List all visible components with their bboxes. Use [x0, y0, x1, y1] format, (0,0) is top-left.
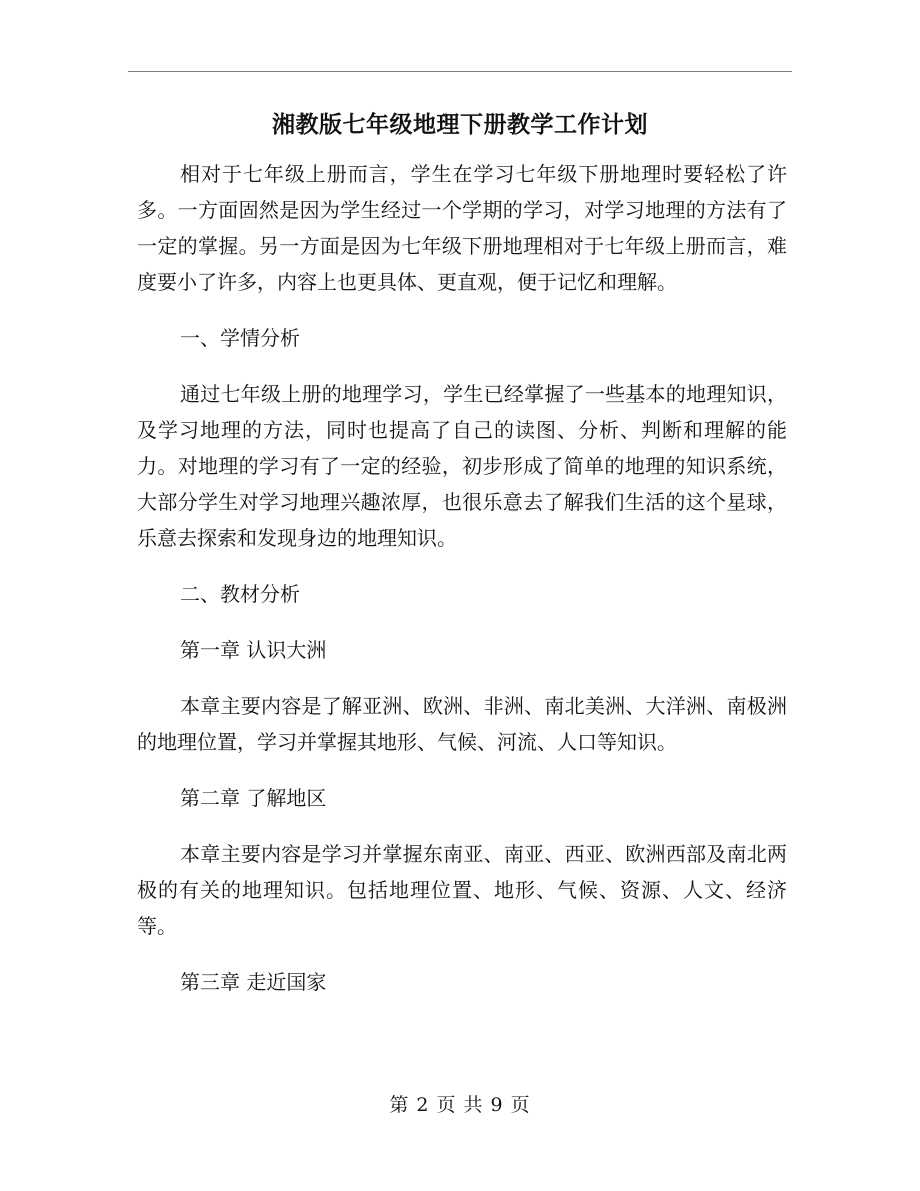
header-rule: [128, 71, 792, 72]
section-heading-learning-analysis: 一、学情分析: [180, 326, 300, 350]
document-body: [137, 156, 787, 1020]
paragraph-learning-analysis: 通过七年级上册的地理学习，学生已经掌握了一些基本的地理知识，及学习地理的方法，同时也提高了自己的读图、分析、判断和理解的能力。对地理的学习有了一定的经验，初步形成了简单的地理的知识系统，大部分学生对学习地理兴趣浓厚，也很乐意去了解我们生活的这个星球，乐意去探索和发现身边的地理知识。: [137, 382, 787, 550]
paragraph-chapter-1: 本章主要内容是了解亚洲、欧洲、非洲、南北美洲、大洋洲、南极洲的地理位置，学习并掌握其地形、气候、河流、人口等知识。: [137, 694, 787, 754]
page-number: 第 2 页 共 9 页: [389, 1094, 531, 1116]
section-heading-textbook-analysis: 二、教材分析: [180, 582, 300, 606]
document-title: 湘教版七年级地理下册教学工作计划: [272, 111, 648, 138]
chapter-heading-3: 第三章 走近国家: [180, 970, 327, 994]
paragraph-intro: 相对于七年级上册而言，学生在学习七年级下册地理时要轻松了许多。一方面固然是因为学生经过一个学期的学习，对学习地理的方法有了一定的掌握。另一方面是因为七年级下册地理相对于七年级上册而言，难度要小了许多，内容上也更具体、更直观，便于记忆和理解。: [137, 162, 787, 294]
paragraph-chapter-2: 本章主要内容是学习并掌握东南亚、南亚、西亚、欧洲西部及南北两极的有关的地理知识。包括地理位置、地形、气候、资源、人文、经济等。: [137, 842, 787, 938]
chapter-heading-1: 第一章 认识大洲: [180, 638, 327, 662]
page-footer: [0, 1090, 920, 1117]
chapter-heading-2: 第二章 了解地区: [180, 786, 327, 810]
